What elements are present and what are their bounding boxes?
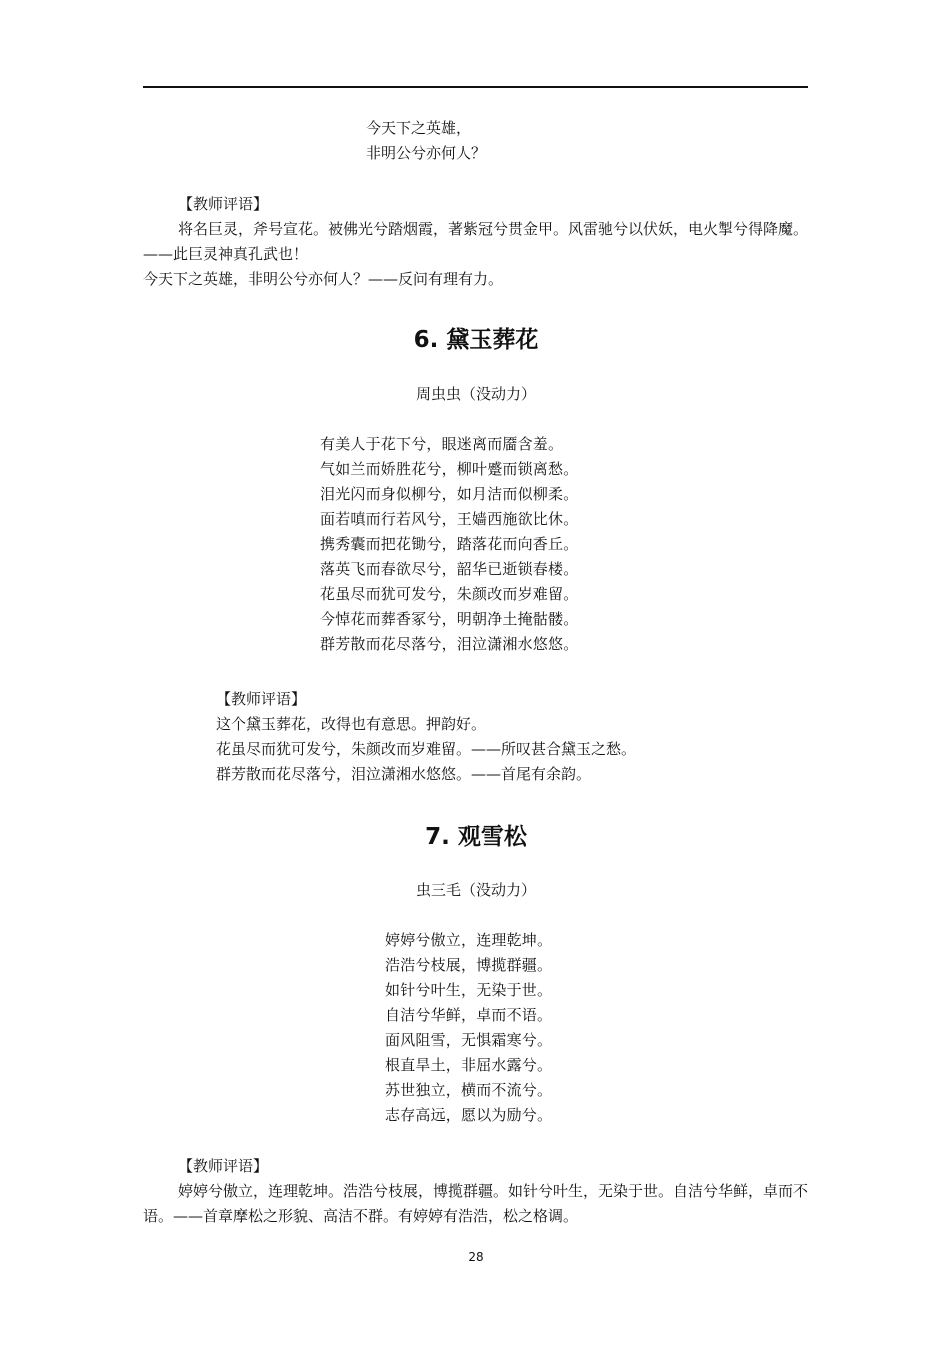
poem-line: 志存高远，愿以为励兮。 <box>385 1106 553 1124</box>
comment-heading: 【教师评语】 <box>178 1157 269 1175</box>
poem-line: 自洁兮华鲜，卓而不语。 <box>385 1006 553 1024</box>
teacher-comment-1 <box>143 192 811 292</box>
poem-line: 携秀囊而把花锄兮，踏落花而向香丘。 <box>320 535 579 553</box>
comment-paragraph: 将名巨灵，斧号宣花。被佛光兮踏烟霞，著紫冠兮贯金甲。风雷驰兮以伏妖，电火掣兮得降魔。——此巨灵神真孔武也！ <box>143 220 809 263</box>
poem-line: 面若嗔而行若风兮，王嫱西施欲比休。 <box>320 510 579 528</box>
poem-line: 群芳散而花尽落兮，泪泣潇湘水悠悠。 <box>320 635 579 653</box>
poem-line: 根直旱土，非屈水露兮。 <box>385 1056 553 1074</box>
section-title: 7. 观雪松 <box>425 824 527 850</box>
poem-line: 有美人于花下兮，眼迷离而靥含羞。 <box>320 435 564 453</box>
comment-line: 群芳散而花尽落兮，泪泣潇湘水悠悠。——首尾有余韵。 <box>216 765 592 783</box>
poem-line: 如针兮叶生，无染于世。 <box>385 981 553 999</box>
teacher-comment-3 <box>143 1154 811 1229</box>
poem-line: 面风阻雪，无惧霜寒兮。 <box>385 1031 553 1049</box>
comment-line: 这个黛玉葬花，改得也有意思。押韵好。 <box>216 715 487 733</box>
comment-heading: 【教师评语】 <box>178 195 269 213</box>
poem-line: 婷婷兮傲立，连理乾坤。 <box>385 931 553 949</box>
poem-daiyu <box>320 432 578 657</box>
comment-heading: 【教师评语】 <box>216 690 307 708</box>
page-number: 28 <box>468 1250 484 1264</box>
section-author: 虫三毛（没动力） <box>415 881 536 899</box>
poem-line: 落英飞而春欲尽兮，韶华已逝锁春楼。 <box>320 560 579 578</box>
comment-paragraph: 今天下之英雄，非明公兮亦何人？——反问有理有力。 <box>143 270 504 288</box>
section-author: 周虫虫（没动力） <box>415 385 536 403</box>
poem-line: 花虽尽而犹可发兮，朱颜改而岁难留。 <box>320 585 579 603</box>
top-poem <box>366 116 486 166</box>
header-rule <box>143 86 808 88</box>
poem-line: 气如兰而娇胜花兮，柳叶蹙而锁离愁。 <box>320 460 579 478</box>
poem-line: 苏世独立，横而不流兮。 <box>385 1081 553 1099</box>
comment-line: 花虽尽而犹可发兮，朱颜改而岁难留。——所叹甚合黛玉之愁。 <box>216 740 637 758</box>
poem-line: 非明公兮亦何人？ <box>366 144 487 162</box>
teacher-comment-2 <box>216 687 636 787</box>
poem-line: 浩浩兮枝展，博揽群疆。 <box>385 956 553 974</box>
poem-line: 今天下之英雄， <box>366 119 472 137</box>
comment-paragraph: 婷婷兮傲立，连理乾坤。浩浩兮枝展，博揽群疆。如针兮叶生，无染于世。自洁兮华鲜，卓而不语。——首章摩松之形貌、高洁不群。有婷婷有浩浩，松之格调。 <box>143 1182 809 1225</box>
poem-snow-pine <box>385 928 552 1128</box>
poem-line: 泪光闪而身似柳兮，如月洁而似柳柔。 <box>320 485 579 503</box>
poem-line: 今悼花而葬香冢兮，明朝净土掩骷髅。 <box>320 610 579 628</box>
section-title: 6. 黛玉葬花 <box>413 327 539 353</box>
